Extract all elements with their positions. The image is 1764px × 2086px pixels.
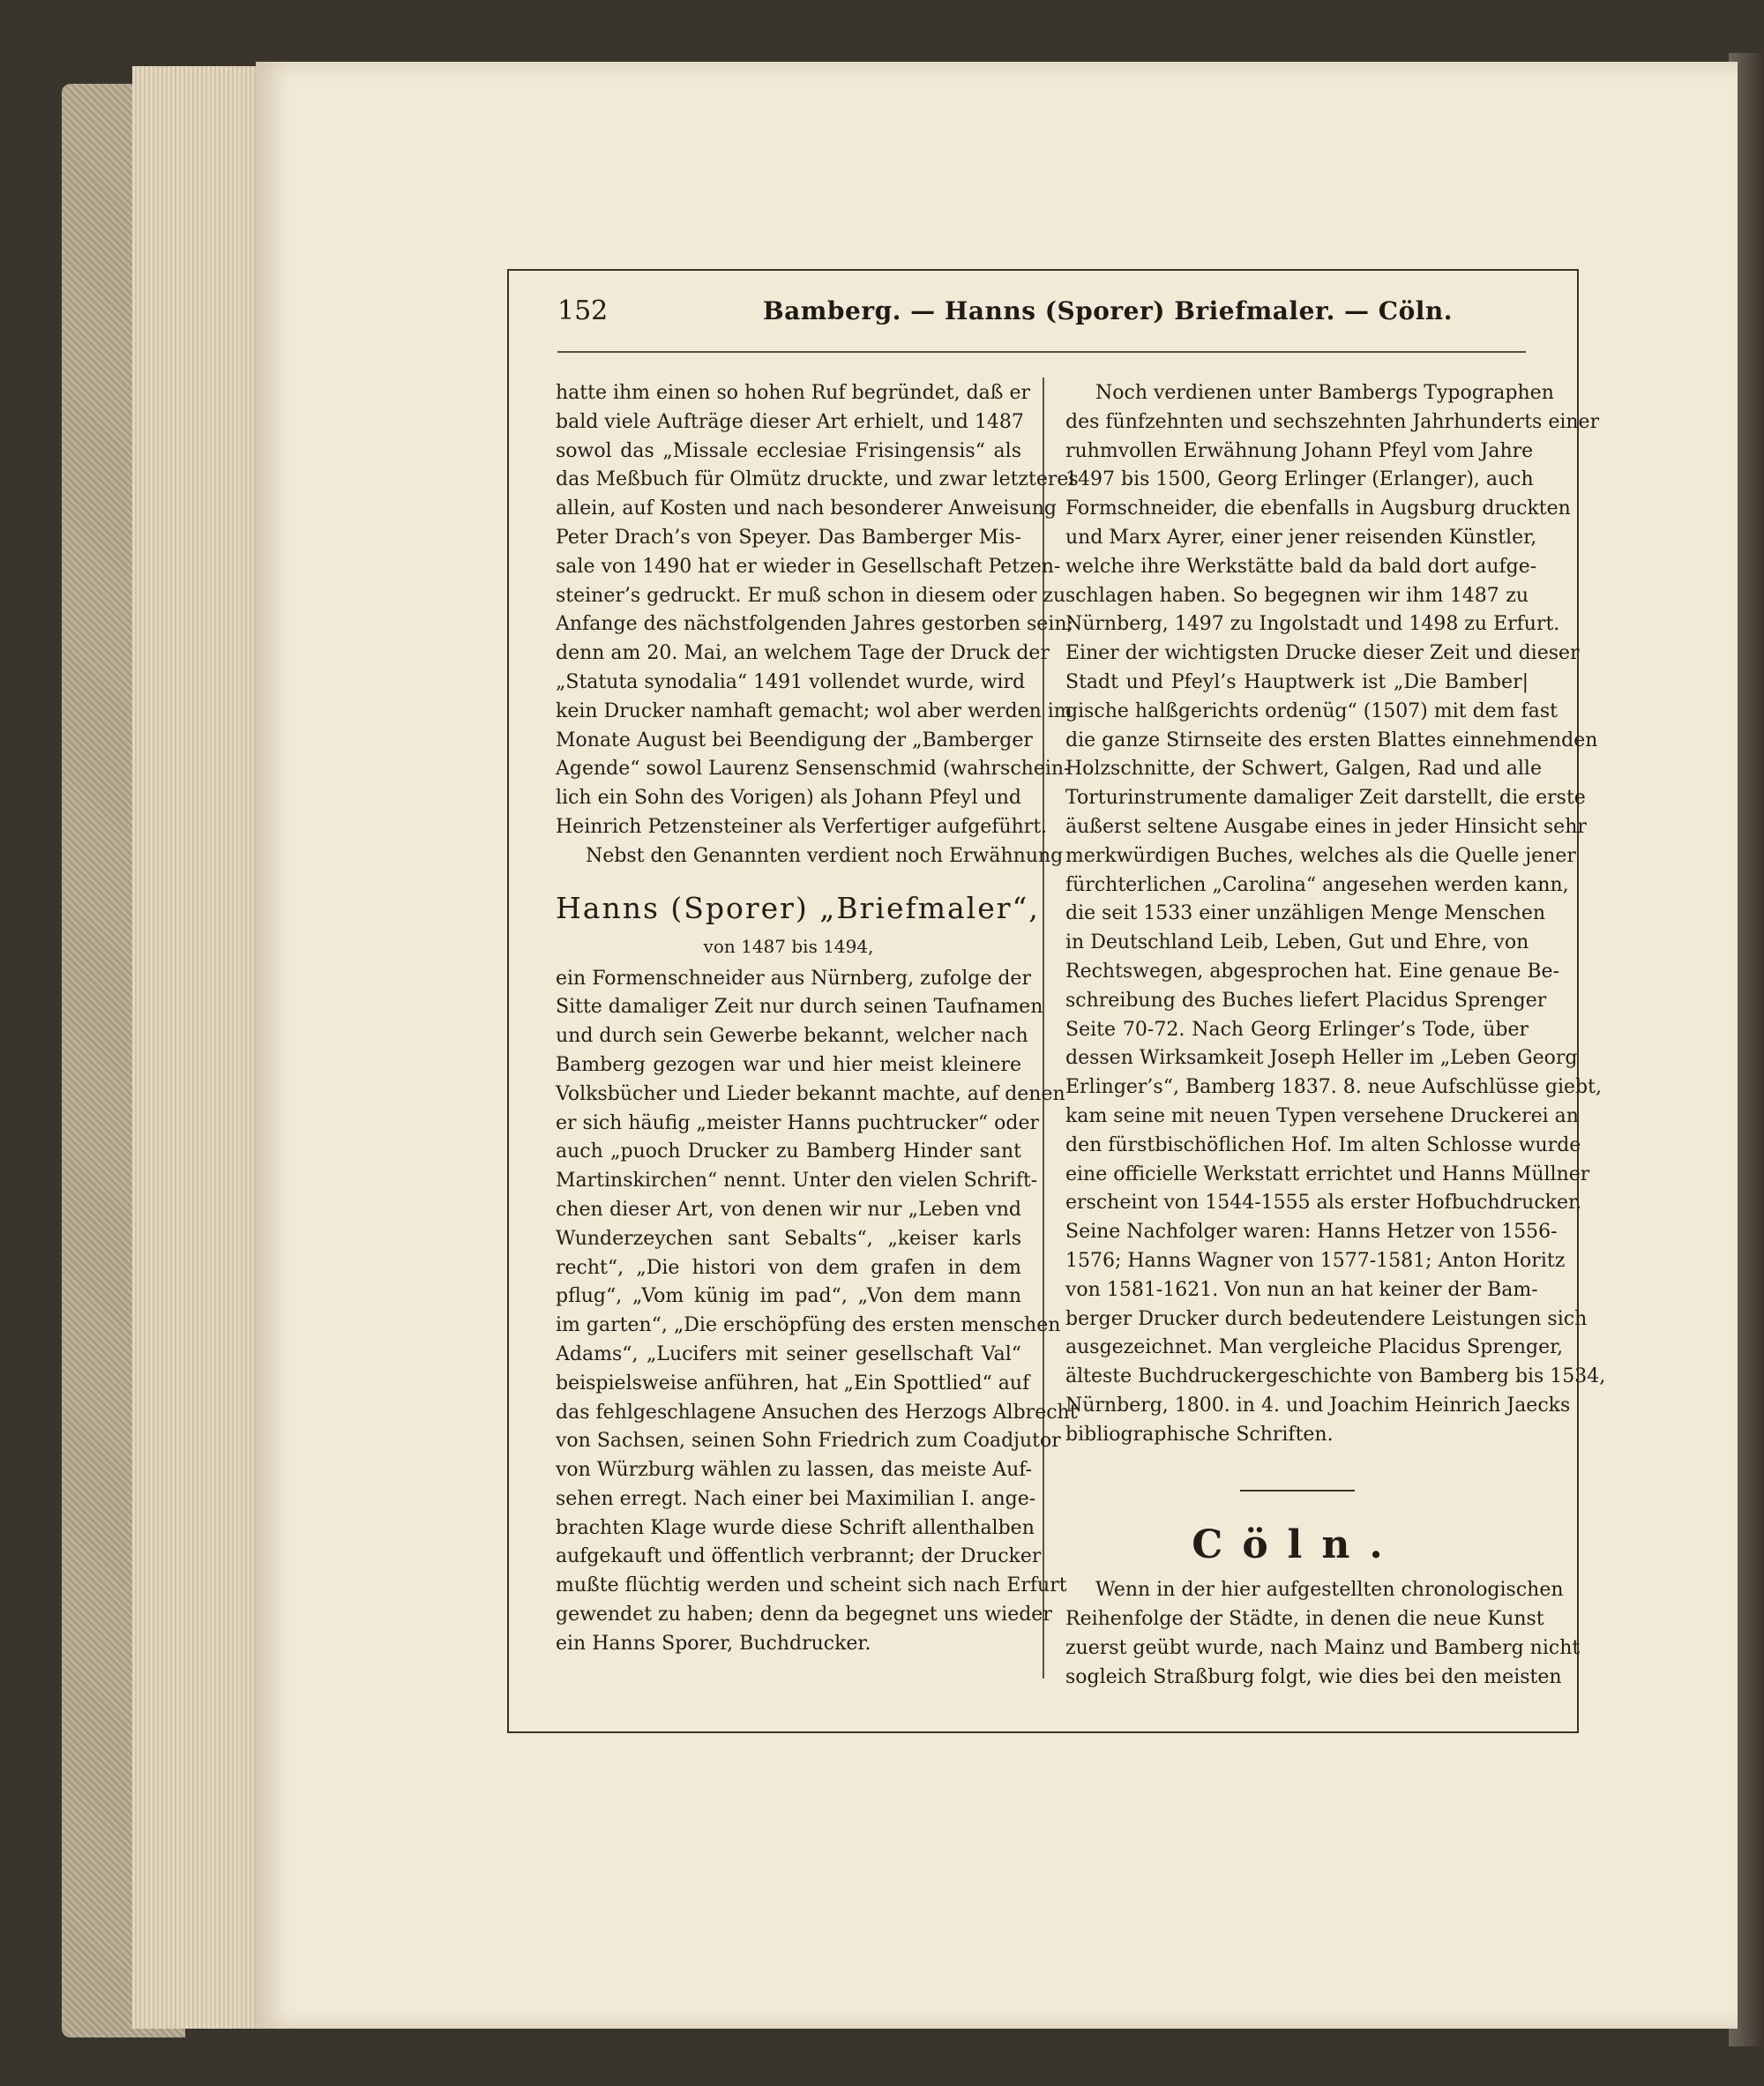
text-line: Anfange des nächstfolgenden Jahres gestorben sein; xyxy=(556,613,1073,636)
right-column-text-top xyxy=(1065,379,1606,1449)
header-rule xyxy=(557,351,1526,353)
text-line: eine officielle Werkstatt errichtet und Hanns Müllner xyxy=(1065,1163,1590,1185)
text-line: das fehlgeschlagene Ansuchen des Herzogs Albrecht xyxy=(556,1401,1078,1424)
text-line: Bamberg gezogen war und hier meist kleinere xyxy=(556,1053,1021,1076)
right-column xyxy=(1065,379,1606,1693)
text-line: chen dieser Art, von denen wir nur „Leben vnd xyxy=(556,1198,1021,1221)
text-line: bald viele Aufträge dieser Art erhielt, und 1487 xyxy=(556,410,1024,433)
text-line: äußerst seltene Ausgabe eines in jeder Hinsicht sehr xyxy=(1065,815,1587,838)
text-line: die ganze Stirnseite des ersten Blattes einnehmenden xyxy=(1065,729,1598,751)
page-header xyxy=(557,289,1526,333)
left-column-text-bottom xyxy=(556,965,1078,1659)
text-line: Nürnberg, 1497 zu Ingolstadt und 1498 zu Erfurt. xyxy=(1065,613,1560,636)
text-line: Einer der wichtigsten Drucke dieser Zeit und dieser xyxy=(1065,642,1580,665)
section-subtitle: von 1487 bis 1494, xyxy=(703,935,874,957)
text-line: pflug“, „Vom künig im pad“, „Von dem mann xyxy=(556,1285,1021,1308)
text-line: sogleich Straßburg folgt, wie dies bei den meisten xyxy=(1065,1665,1562,1688)
text-line: von Würzburg wählen zu lassen, das meiste Auf- xyxy=(556,1459,1033,1482)
text-line: schlagen haben. So begegnen wir ihm 1487 zu xyxy=(1065,584,1529,607)
text-line: beispielsweise anführen, hat „Ein Spottlied“ auf xyxy=(556,1372,1030,1394)
text-line: in Deutschland Leib, Leben, Gut und Ehre, von xyxy=(1065,931,1529,954)
text-line: älteste Buchdruckergeschichte von Bamberg bis 1534, xyxy=(1065,1365,1606,1388)
text-line: 1497 bis 1500, Georg Erlinger (Erlanger), auch xyxy=(1065,468,1534,491)
left-column-text-top xyxy=(556,379,1079,871)
text-line: Sitte damaliger Zeit nur durch seinen Taufnamen xyxy=(556,996,1043,1019)
text-line: welche ihre Werkstätte bald da bald dort aufge- xyxy=(1065,555,1537,578)
text-line: berger Drucker durch bedeutendere Leistungen sich xyxy=(1065,1307,1588,1330)
text-line: steiner’s gedruckt. Er muß schon in diesem oder zu xyxy=(556,584,1066,607)
text-line: und durch sein Gewerbe bekannt, welcher nach xyxy=(556,1025,1028,1048)
text-line: Volksbücher und Lieder bekannt machte, auf denen xyxy=(556,1082,1065,1105)
text-line: Seite 70-72. Nach Georg Erlinger’s Tode, über xyxy=(1065,1018,1529,1041)
text-line: zuerst geübt wurde, nach Mainz und Bamberg nicht xyxy=(1065,1637,1581,1660)
text-line: sale von 1490 hat er wieder in Gesellschaft Petzen- xyxy=(556,555,1061,578)
text-line: ausgezeichnet. Man vergleiche Placidus Sprenger, xyxy=(1065,1336,1564,1359)
text-line: mußte flüchtig werden und scheint sich nach Erfurt xyxy=(556,1574,1067,1597)
text-line: Reihenfolge der Städte, in denen die neue Kunst xyxy=(1065,1608,1544,1631)
section-title-coeln: Cöln. xyxy=(1192,1522,1402,1568)
text-line: Adams“, „Lucifers mit seiner gesellschaft Val“ xyxy=(556,1342,1021,1365)
page-number: 152 xyxy=(557,295,609,326)
text-line: allein, auf Kosten und nach besonderer Anweisung xyxy=(556,497,1058,520)
text-line: fürchterlichen „Carolina“ angesehen werden kann, xyxy=(1065,873,1569,896)
text-line: sehen erregt. Nach einer bei Maximilian I. ange- xyxy=(556,1487,1036,1510)
text-line: gische halßgerichts ordenüg“ (1507) mit dem fast xyxy=(1065,699,1558,722)
text-line: kam seine mit neuen Typen versehene Druckerei an xyxy=(1065,1104,1579,1127)
text-line: Rechtswegen, abgesprochen hat. Eine genaue Be- xyxy=(1065,960,1560,983)
text-line: Wenn in der hier aufgestellten chronologischen xyxy=(1095,1579,1564,1602)
text-line: denn am 20. Mai, an welchem Tage der Druck der xyxy=(556,642,1050,665)
text-line: ein Hanns Sporer, Buchdrucker. xyxy=(556,1632,871,1655)
section-title-hanns-sporer: Hanns (Sporer) „Briefmaler“, xyxy=(556,890,1040,925)
section-separator xyxy=(1240,1490,1355,1492)
text-line: brachten Klage wurde diese Schrift allenthalben xyxy=(556,1516,1035,1539)
text-line: kein Drucker namhaft gemacht; wol aber werden im xyxy=(556,699,1073,722)
text-line: die seit 1533 einer unzähligen Menge Menschen xyxy=(1065,902,1546,925)
text-line: Heinrich Petzensteiner als Verfertiger aufgeführt. xyxy=(556,815,1048,838)
text-line: des fünfzehnten und sechszehnten Jahrhunderts einer xyxy=(1065,410,1600,433)
text-line: er sich häufig „meister Hanns puchtrucker“ oder xyxy=(556,1111,1040,1134)
text-line: „Statuta synodalia“ 1491 vollendet wurde, wird xyxy=(556,670,1026,693)
text-line: im garten“, „Die erschöpfüng des ersten menschen xyxy=(556,1314,1061,1337)
text-line: Nebst den Genannten verdient noch Erwähnung xyxy=(586,844,1064,867)
text-line: und Marx Ayrer, einer jener reisenden Künstler, xyxy=(1065,526,1537,549)
text-line: Agende“ sowol Laurenz Sensenschmid (wahrschein- xyxy=(556,758,1071,781)
text-line: aufgekauft und öffentlich verbrannt; der Drucker xyxy=(556,1545,1042,1568)
text-line: Holzschnitte, der Schwert, Galgen, Rad und alle xyxy=(1065,758,1542,781)
text-line: Stadt und Pfeyl’s Hauptwerk ist „Die Bamber| xyxy=(1065,670,1529,693)
text-line: Erlinger’s“, Bamberg 1837. 8. neue Aufschlüsse giebt, xyxy=(1065,1076,1602,1099)
text-line: das Meßbuch für Olmütz druckte, und zwar letzteres xyxy=(556,468,1079,491)
text-line: ruhmvollen Erwähnung Johann Pfeyl vom Jahre xyxy=(1065,439,1534,462)
text-line: Noch verdienen unter Bambergs Typographen xyxy=(1095,382,1554,404)
right-column-text-bottom xyxy=(1065,1576,1581,1692)
text-line: recht“, „Die histori von dem grafen in dem xyxy=(556,1256,1021,1279)
text-line: von 1581-1621. Von nun an hat keiner der Bam- xyxy=(1065,1278,1538,1301)
page-edges xyxy=(132,66,265,2029)
text-line: Nürnberg, 1800. in 4. und Joachim Heinrich Jaecks xyxy=(1065,1394,1571,1417)
text-line: dessen Wirksamkeit Joseph Heller im „Leben Georg xyxy=(1065,1047,1578,1070)
text-line: lich ein Sohn des Vorigen) als Johann Pfeyl und xyxy=(556,787,1021,810)
text-line: sowol das „Missale ecclesiae Frisingensis“ als xyxy=(556,439,1021,462)
text-line: Torturinstrumente damaliger Zeit darstellt, die erste xyxy=(1065,787,1586,810)
text-line: auch „puoch Drucker zu Bamberg Hinder sant xyxy=(556,1140,1021,1163)
text-line: ein Formenschneider aus Nürnberg, zufolge der xyxy=(556,967,1031,990)
text-line: bibliographische Schriften. xyxy=(1065,1423,1334,1446)
text-line: Martinskirchen“ nennt. Unter den vielen Schrift- xyxy=(556,1170,1038,1193)
text-line: 1576; Hanns Wagner von 1577-1581; Anton Horitz xyxy=(1065,1249,1566,1272)
text-line: schreibung des Buches liefert Placidus Sprenger xyxy=(1065,989,1547,1012)
text-line: hatte ihm einen so hohen Ruf begründet, daß er xyxy=(556,382,1031,404)
text-line: Monate August bei Beendigung der „Bamberger xyxy=(556,729,1033,751)
text-line: Peter Drach’s von Speyer. Das Bamberger Mis- xyxy=(556,526,1021,549)
text-line: erscheint von 1544-1555 als erster Hofbuchdrucker. xyxy=(1065,1192,1582,1215)
text-line: Formschneider, die ebenfalls in Augsburg druckten xyxy=(1065,497,1571,520)
text-line: Wunderzeychen sant Sebalts“, „keiser karls xyxy=(556,1227,1021,1250)
text-line: von Sachsen, seinen Sohn Friedrich zum Coadjutor xyxy=(556,1430,1061,1453)
text-line: den fürstbischöflichen Hof. Im alten Schlosse wurde xyxy=(1065,1133,1581,1156)
text-line: merkwürdigen Buches, welches als die Quelle jener xyxy=(1065,844,1576,867)
left-column xyxy=(556,379,1079,1659)
text-line: Seine Nachfolger waren: Hanns Hetzer von 1556- xyxy=(1065,1221,1558,1244)
text-line: gewendet zu haben; denn da begegnet uns wieder xyxy=(556,1604,1052,1626)
running-head: Bamberg. — Hanns (Sporer) Briefmaler. — Cöln. xyxy=(762,296,1454,325)
